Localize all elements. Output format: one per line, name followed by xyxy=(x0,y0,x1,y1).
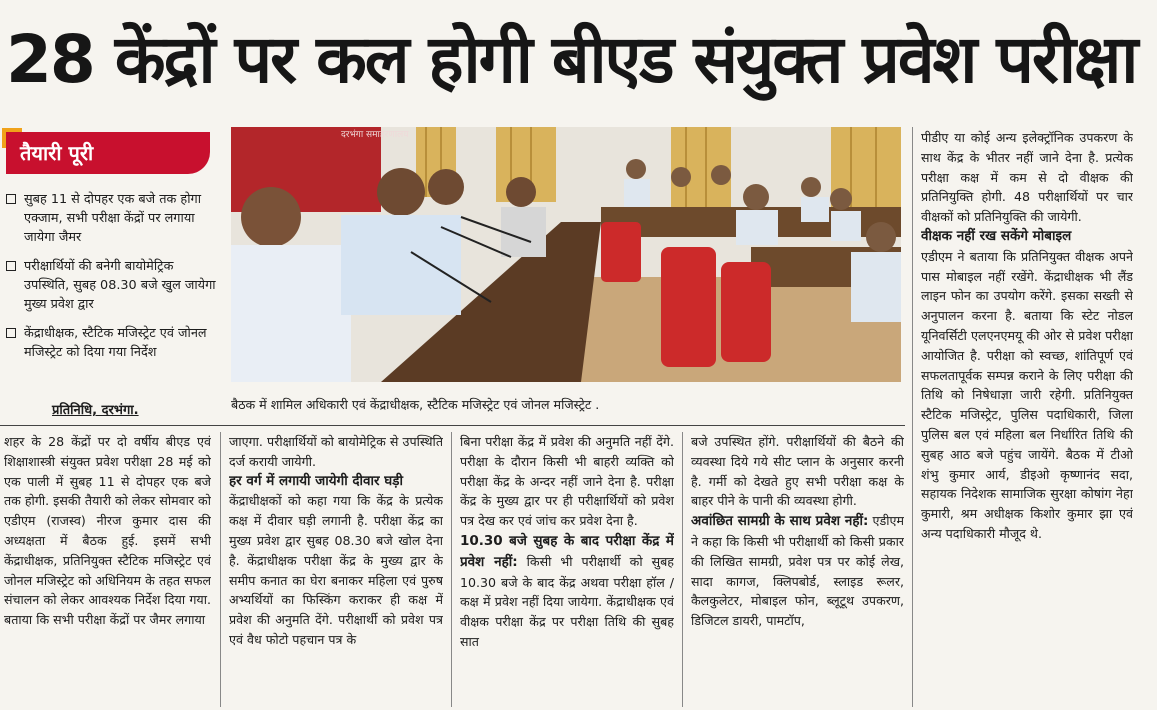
highlight-text: केंद्राधीक्षक, स्टैटिक मजिस्ट्रेट एवं जोनल मजिस्ट्रेट को दिया गया निर्देश xyxy=(24,326,207,360)
subheading: अवांछित सामग्री के साथ प्रवेश नहीं: xyxy=(691,513,869,530)
column-divider xyxy=(220,432,221,707)
article-paragraph: किसी भी परीक्षार्थी को सुबह 10.30 बजे के बाद केंद्र अथवा परीक्षा हॉल / कक्ष में प्रवेश नहीं दिया जायेगा. केंद्राधीक्षक एवं वीक्षक परीक्षा केंद्र पर परीक्षा तिथि की सुबह सात xyxy=(460,553,674,649)
checkbox-bullet-icon xyxy=(6,328,16,338)
subheading: वीक्षक नहीं रख सकेंगे मोबाइल xyxy=(921,227,1072,244)
subheading: हर वर्ग में लगायी जायेगी दीवार घड़ी xyxy=(229,472,403,489)
meeting-photo-illustration xyxy=(231,127,901,382)
column-divider xyxy=(912,127,913,707)
headline: 28 केंद्रों पर कल होगी बीएड संयुक्त प्रवेश परीक्षा xyxy=(6,21,1137,98)
article-paragraph: केंद्राधीक्षकों को कहा गया कि केंद्र के प्रत्येक कक्ष में दीवार घड़ी लगानी है. परीक्षा केंद्र का मुख्य प्रवेश द्वार सुबह 08.30 बजे खोल देना है. केंद्राधीक्षक परीक्षा केंद्र के मुख्य द्वार के समीप कनात का घेरा बनाकर महिला एवं पुरुष अभ्यर्थियों का फिस्किंग कराकर ही कक्ष में प्रवेश की अनुमति देंगे. परीक्षार्थी को प्रवेश पत्र एवं वैध फोटो पहचान पत्र के xyxy=(229,493,443,647)
article-paragraph: बिना परीक्षा केंद्र में प्रवेश की अनुमति नहीं देंगे. परीक्षा के दौरान किसी भी बाहरी व्यक्ति को परीक्षा केंद्र के अन्दर नहीं जाने देना है. परीक्षा केंद्र के मुख्य द्वार पर ही परीक्षार्थियों को प्रवेश पत्र देख कर एवं जांच कर प्रवेश देना है. xyxy=(460,434,674,529)
article-paragraph: बजे उपस्थित होंगे. परीक्षार्थियों की बैठने की व्यवस्था दिये गये सीट प्लान के अनुसार करनी है. गर्मी को देखते हुए सभी परीक्षा कक्ष के बाहर पीने के पानी की व्यवस्था होगी. xyxy=(691,434,904,509)
article-column-5 xyxy=(921,128,1133,710)
section-divider xyxy=(0,425,905,426)
article-paragraph: जाएगा. परीक्षार्थियों को बायोमेट्रिक से उपस्थिति दर्ज करायी जायेगी. xyxy=(229,434,443,469)
highlight-item xyxy=(4,190,216,247)
article-paragraph: पीडीए या कोई अन्य इलेक्ट्रॉनिक उपकरण के साथ केंद्र के भीतर नहीं जाने देना है. प्रत्येक परीक्षा कक्ष में कम से दो वीक्षक की प्रतिनियुक्ति होगी. 48 परीक्षार्थियों पर चार वीक्षकों को प्रतिनियुक्ति की जायेगी. xyxy=(921,130,1133,225)
subheading: 10.30 बजे सुबह के बाद परीक्षा केंद्र में प्रवेश नहीं: xyxy=(460,532,674,570)
side-banner: तैयारी पूरी xyxy=(6,132,210,174)
photo-caption: बैठक में शामिल अधिकारी एवं केंद्राधीक्षक, स्टैटिक मजिस्ट्रेट एवं जोनल मजिस्ट्रेट . xyxy=(231,397,600,412)
highlights-list xyxy=(4,190,216,372)
checkbox-bullet-icon xyxy=(6,194,16,204)
article-paragraph: शहर के 28 केंद्रों पर दो वर्षीय बीएड एवं शिक्षाशास्त्री संयुक्त प्रवेश परीक्षा 28 मई को एक पाली में सुबह 11 से दोपहर एक बजे तक होगी. इसकी तैयारी को लेकर सोमवार को एडीएम (राजस्व) नीरज कुमार दास की अध्यक्षता में बैठक हुई. इसमें सभी केंद्राधीक्षक, प्रतिनियुक्त स्टैटिक मजिस्ट्रेट एवं जोनल मजिस्ट्रेट को अधिनियम के तहत सफल संचालन को लेकर आवश्यक निर्देश दिया गया. बताया कि सभी परीक्षा केंद्रों पर जैमर लगाया xyxy=(4,434,211,628)
article-column-1 xyxy=(4,432,211,710)
checkbox-bullet-icon xyxy=(6,261,16,271)
highlight-item xyxy=(4,257,216,314)
article-paragraph: एडीएम ने कहा कि किसी भी परीक्षार्थी को किसी प्रकार की लिखित सामग्री, प्रवेश पत्र पर कोई लेख, सादा कागज, क्लिपबोर्ड, स्लाइड रूलर, कैलकुलेटर, मोबाइल फोन, ब्लूटूथ उपकरण, डिजिटल डायरी, पामटॉप, xyxy=(691,513,904,629)
article-column-4 xyxy=(691,432,904,710)
column-divider xyxy=(451,432,452,707)
meeting-photo xyxy=(231,127,901,382)
column-divider xyxy=(682,432,683,707)
highlight-text: सुबह 11 से दोपहर एक बजे तक होगा एक्जाम, सभी परीक्षा केंद्रों पर लगाया जायेगा जैमर xyxy=(24,192,202,245)
byline: प्रतिनिधि, दरभंगा. xyxy=(52,403,139,418)
article-paragraph: एडीएम ने बताया कि प्रतिनियुक्त वीक्षक अपने पास मोबाइल नहीं रखेंगे. केंद्राधीक्षक भी लैंड लाइन फोन का उपयोग करेंगे. इसका सख्ती से अनुपालन करना है. बताया कि स्टेट नोडल यूनिवर्सिटी एलएनएमयू की ओर से प्रवेश परीक्षा आयोजित है. परीक्षा को स्वच्छ, शांतिपूर्ण एवं सफलतापूर्वक सम्पन्न कराने के लिए परीक्षा की तिथि को निषेधाज्ञा जारी रहेगी. प्रतिनियुक्त स्टैटिक मजिस्ट्रेट, पुलिस पदाधिकारी, जिला पुलिस बल एवं महिला बल निर्धारित तिथि की सुबह आठ बजे पहुंच जायेंगे. बैठक में टीओ शंभु कुमार आर्य, डीइओ कृष्णानंद सदा, सहायक निदेशक सामाजिक सुरक्षा कोषांग नेहा कुमारी, श्रम अधीक्षक किशोर कुमार झा एवं अन्य पदाधिकारी मौजूद थे. xyxy=(921,248,1133,541)
wall-sign: दरभंगा समाहरणालय xyxy=(341,130,409,140)
article-column-2 xyxy=(229,432,443,710)
highlight-item xyxy=(4,324,216,362)
highlight-text: परीक्षार्थियों की बनेगी बायोमेट्रिक उपस्थिति, सुबह 08.30 बजे खुल जायेगा मुख्य प्रवेश द्वार xyxy=(24,259,216,312)
article-column-3 xyxy=(460,432,674,710)
